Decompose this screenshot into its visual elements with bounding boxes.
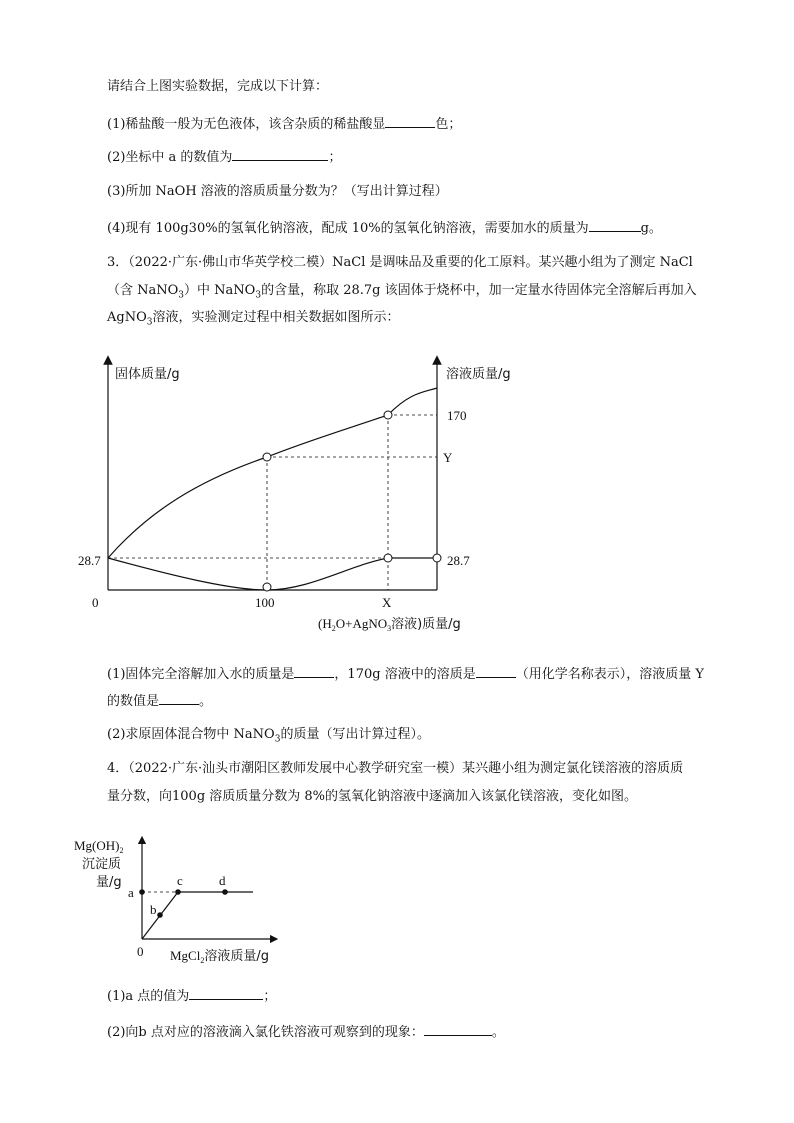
q3-stem-line3: AgNO$_3$溶液，实验测定过程中相关数据如图所示： <box>107 310 400 328</box>
q4-y-label-2: 沉淀质 <box>82 857 122 872</box>
answer-blank[interactable] <box>385 114 435 128</box>
q3-point <box>384 411 392 419</box>
q3-left-value: 28.7 <box>78 553 101 568</box>
q3-origin: 0 <box>92 595 99 610</box>
q3-x-label: ($H_2O+AgNO_3$溶液)质量/g <box>318 616 461 633</box>
q3-point <box>263 453 271 461</box>
q4-label-d: d <box>219 873 226 888</box>
q4-chart <box>60 826 360 976</box>
answer-blank[interactable] <box>424 1022 492 1036</box>
q4-stem-line2: 量分数，向100g 溶质质量分数为 8%的氢氧化钠溶液中逐滴加入该氯化镁溶液，变化如图。 <box>107 789 638 804</box>
q2-part4: (4)现有 100g30%的氢氧化钠溶液，配成 10%的氢氧化钠溶液，需要加水的质量为 g。 <box>107 218 662 238</box>
answer-blank[interactable] <box>476 664 516 678</box>
q3-y-right-label: 溶液质量/g <box>446 367 511 382</box>
q3-part1-line1: (1)固体完全溶解加入水的质量是 ，170g 溶液中的溶质是 （用化学名称表示），溶液质量 Y <box>107 664 704 684</box>
q3-right-Y: Y <box>443 450 453 465</box>
q3-x-tick-X: X <box>382 595 392 610</box>
q3-chart <box>0 340 794 640</box>
q4-part1: (1)a 点的值为 ； <box>107 986 276 1006</box>
q4-part2: (2)向b 点对应的溶液滴入氯化铁溶液可观察到的现象： 。 <box>107 1022 505 1042</box>
q3-point <box>263 583 271 591</box>
q4-y-label-3: 量/g <box>96 875 122 890</box>
q2-part2: (2)坐标中 a 的数值为 ； <box>107 147 341 167</box>
answer-blank[interactable] <box>589 218 641 232</box>
q4-point-a <box>139 889 145 895</box>
answer-blank[interactable] <box>232 147 328 161</box>
q3-part2: (2)求原固体混合物中 NaNO$_3$的质量（写出计算过程）。 <box>107 727 430 745</box>
q4-x-label: MgCl$_2$溶液质量/g <box>170 948 269 965</box>
q3-stem-line1: 3．（2022·广东·佛山市华英学校二模）NaCl 是调味品及重要的化工原料。某兴趣小组为了测定 NaCl <box>107 255 693 270</box>
q4-label-a: a <box>128 885 134 900</box>
q4-y-label-1: $Mg(OH)_2$ <box>74 838 124 855</box>
q4-origin: 0 <box>137 944 144 959</box>
q3-part1-line2: 的数值是 。 <box>107 691 212 711</box>
answer-blank[interactable] <box>159 691 199 705</box>
q4-label-b: b <box>150 902 157 917</box>
q4-point-d <box>222 889 228 895</box>
q2-part3: (3)所加 NaOH 溶液的溶质质量分数为？（写出计算过程） <box>107 184 448 199</box>
q3-point <box>384 554 392 562</box>
q4-point-c <box>175 889 181 895</box>
q4-label-c: c <box>177 873 183 888</box>
q3-y-left-label: 固体质量/g <box>115 367 180 382</box>
q3-right-28.7: 28.7 <box>447 553 470 568</box>
q3-x-tick-100: 100 <box>255 595 275 610</box>
q3-right-170: 170 <box>447 408 467 423</box>
answer-blank[interactable] <box>189 986 263 1000</box>
q2-part1: (1)稀盐酸一般为无色液体，该含杂质的稀盐酸显 色； <box>107 114 461 134</box>
q4-point-b <box>157 912 163 918</box>
q4-stem-line1: 4．（2022·广东·汕头市潮阳区教师发展中心教学研究室一模）某兴趣小组为测定氯化镁溶液的溶质质 <box>107 761 684 776</box>
q3-stem-line2: （含 NaNO$_3$）中 NaNO$_3$的含量，称取 28.7g 该固体于烧杯中，加一定量水待固体完全溶解后再加入 <box>107 283 697 301</box>
intro-text: 请结合上图实验数据，完成以下计算： <box>107 79 329 94</box>
q3-point <box>433 554 441 562</box>
answer-blank[interactable] <box>294 664 334 678</box>
